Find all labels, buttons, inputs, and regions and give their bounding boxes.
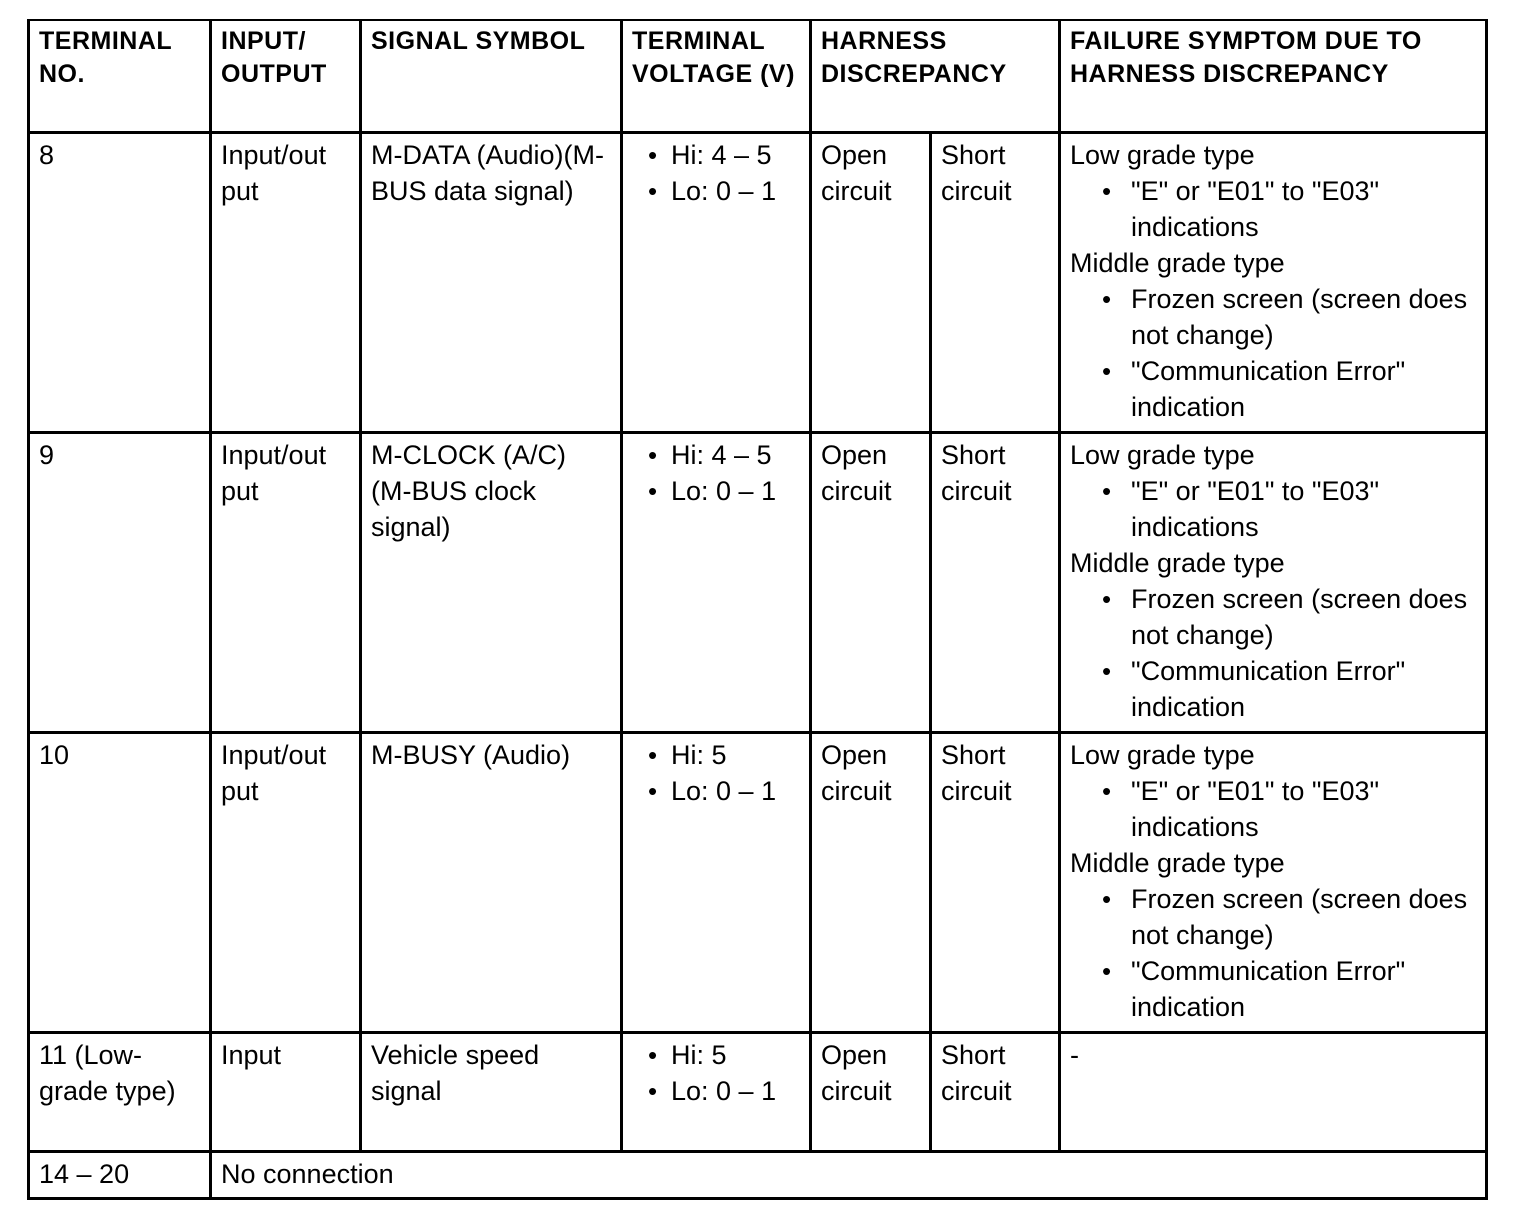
middle-grade-item: • "Communication Error" indication [1102, 653, 1477, 725]
voltage-hi: • Hi: 4 – 5 [652, 437, 801, 473]
middle-grade-title: Middle grade type [1070, 547, 1285, 578]
header-input-output: INPUT/ OUTPUT [211, 20, 361, 132]
header-terminal-no: TERMINAL NO. [29, 20, 211, 132]
open-circuit-cell: Open circuit [811, 732, 931, 1032]
short-circuit-cell: Short circuit [931, 1032, 1060, 1151]
low-grade-item: • "E" or "E01" to "E03" indications [1102, 473, 1477, 545]
voltage-lo: • Lo: 0 – 1 [652, 473, 801, 509]
input-output-cell: Input/out put [211, 732, 361, 1032]
table-row [29, 1032, 1487, 1151]
failure-symptom-cell: - [1060, 1032, 1487, 1151]
low-grade-title: Low grade type [1070, 439, 1255, 470]
terminal-voltage-cell [622, 132, 811, 432]
open-circuit-cell: Open circuit [811, 432, 931, 732]
middle-grade-item: • "Communication Error" indication [1102, 953, 1477, 1025]
terminal-voltage-cell [622, 1032, 811, 1151]
input-output-cell: Input/out put [211, 132, 361, 432]
open-circuit-cell: Open circuit [811, 1032, 931, 1151]
low-grade-title: Low grade type [1070, 139, 1255, 170]
voltage-lo: • Lo: 0 – 1 [652, 773, 801, 809]
middle-grade-item: • "Communication Error" indication [1102, 353, 1477, 425]
middle-grade-title: Middle grade type [1070, 247, 1285, 278]
input-output-cell: Input/out put [211, 432, 361, 732]
middle-grade-title: Middle grade type [1070, 847, 1285, 878]
terminal-voltage-cell [622, 732, 811, 1032]
low-grade-item: • "E" or "E01" to "E03" indications [1102, 773, 1477, 845]
voltage-lo: • Lo: 0 – 1 [652, 1073, 801, 1109]
header-terminal-voltage: TERMINAL VOLTAGE (V) [622, 20, 811, 132]
low-grade-item: • "E" or "E01" to "E03" indications [1102, 173, 1477, 245]
table-row [29, 1151, 1487, 1198]
signal-symbol-cell: M-BUSY (Audio) [361, 732, 622, 1032]
voltage-lo: • Lo: 0 – 1 [652, 173, 801, 209]
header-row [29, 20, 1487, 132]
table-row [29, 132, 1487, 432]
middle-grade-item: • Frozen screen (screen does not change) [1102, 881, 1477, 953]
header-harness-discrepancy: HARNESS DISCREPANCY [811, 20, 1060, 132]
terminal-no-cell: 11 (Low-grade type) [29, 1032, 211, 1151]
terminal-table [27, 19, 1488, 1200]
open-circuit-cell: Open circuit [811, 132, 931, 432]
short-circuit-cell: Short circuit [931, 432, 1060, 732]
signal-symbol-cell: M-CLOCK (A/C) (M-BUS clock signal) [361, 432, 622, 732]
terminal-no-cell: 10 [29, 732, 211, 1032]
voltage-hi: • Hi: 4 – 5 [652, 137, 801, 173]
low-grade-title: Low grade type [1070, 739, 1255, 770]
short-circuit-cell: Short circuit [931, 132, 1060, 432]
input-output-cell: Input [211, 1032, 361, 1151]
terminal-voltage-cell [622, 432, 811, 732]
table-row [29, 432, 1487, 732]
failure-symptom-cell [1060, 732, 1487, 1032]
no-connection-cell: No connection [211, 1151, 1487, 1198]
terminal-no-cell: 9 [29, 432, 211, 732]
header-failure-symptom: FAILURE SYMPTOM DUE TO HARNESS DISCREPANCY [1060, 20, 1487, 132]
voltage-hi: • Hi: 5 [652, 1037, 801, 1073]
middle-grade-item: • Frozen screen (screen does not change) [1102, 281, 1477, 353]
voltage-hi: • Hi: 5 [652, 737, 801, 773]
terminal-no-cell: 14 – 20 [29, 1151, 211, 1198]
failure-symptom-cell [1060, 432, 1487, 732]
table-row [29, 732, 1487, 1032]
middle-grade-item: • Frozen screen (screen does not change) [1102, 581, 1477, 653]
terminal-no-cell: 8 [29, 132, 211, 432]
signal-symbol-cell: M-DATA (Audio)(M-BUS data signal) [361, 132, 622, 432]
failure-symptom-cell [1060, 132, 1487, 432]
header-signal-symbol: SIGNAL SYMBOL [361, 20, 622, 132]
short-circuit-cell: Short circuit [931, 732, 1060, 1032]
signal-symbol-cell: Vehicle speed signal [361, 1032, 622, 1151]
